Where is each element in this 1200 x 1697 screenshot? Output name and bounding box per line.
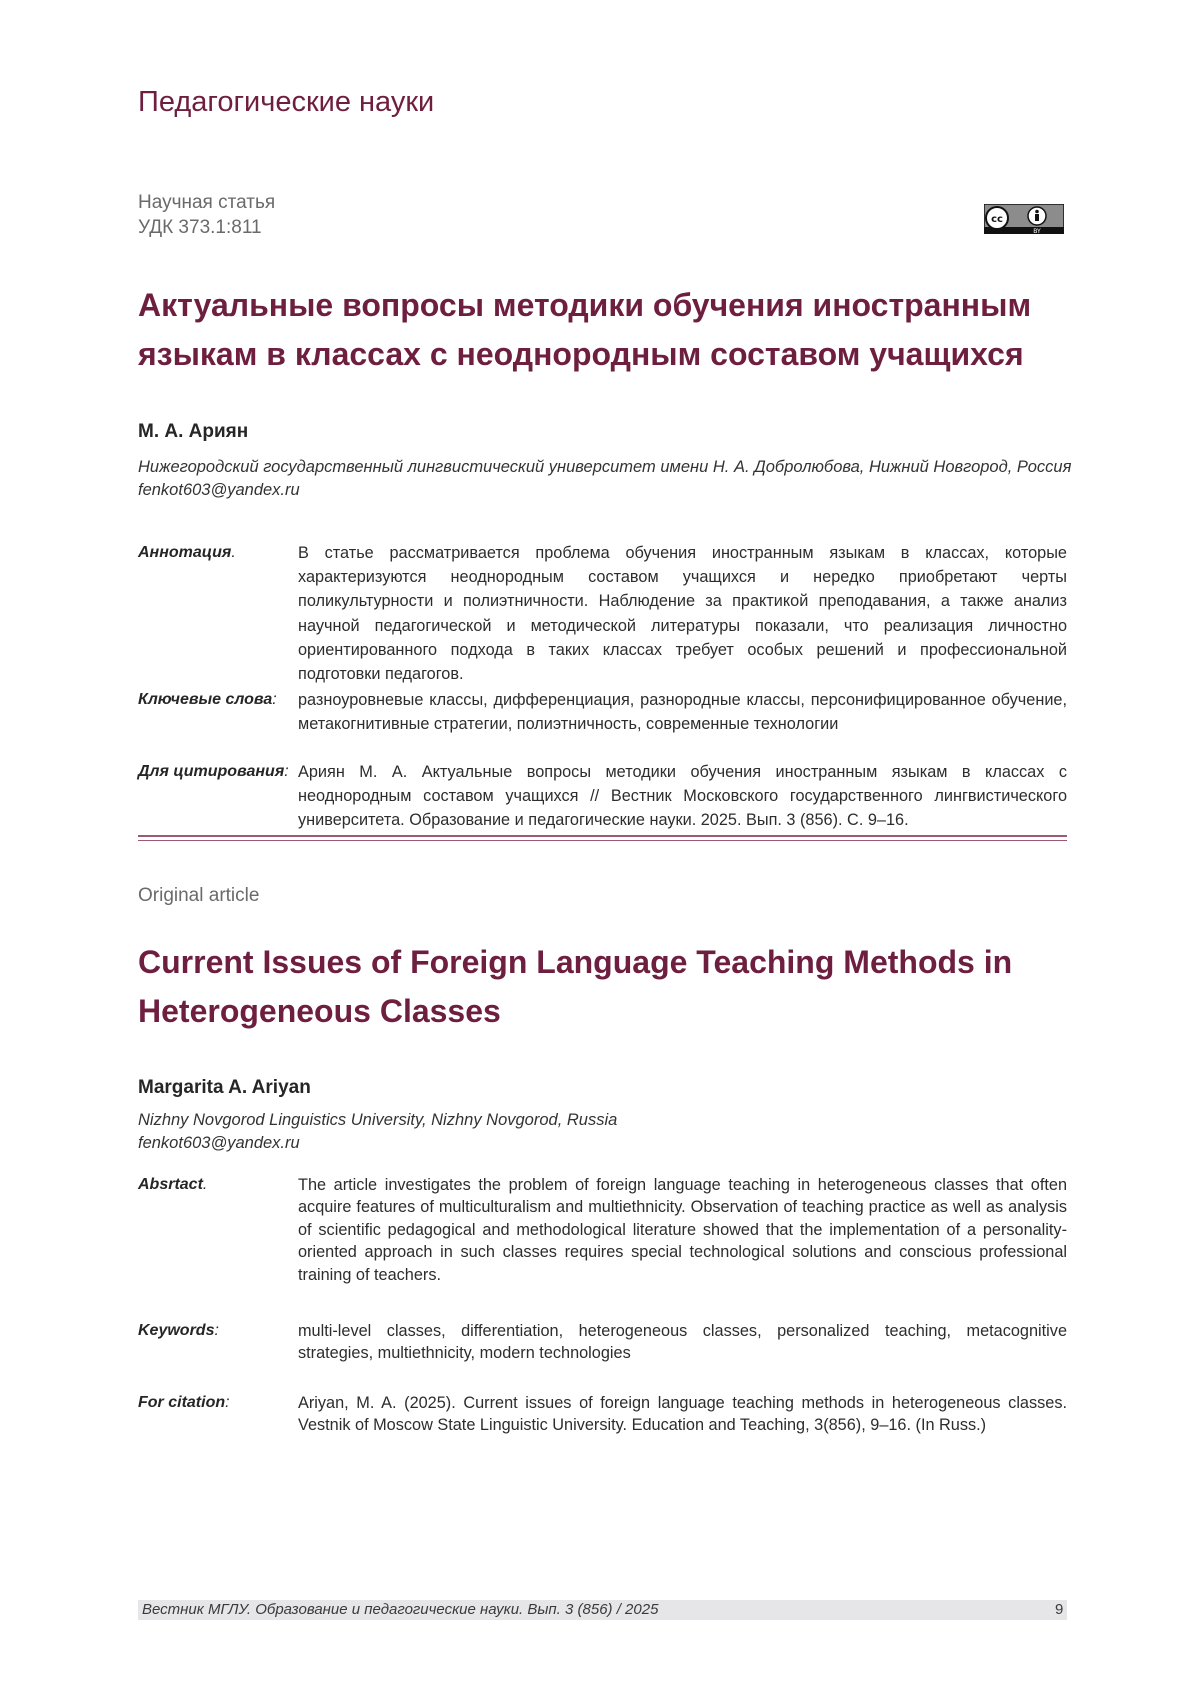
affiliation-en: Nizhny Novgorod Linguistics University, Nizhny Novgorod, Russia xyxy=(138,1111,618,1129)
article-type: Научная статья xyxy=(138,192,276,213)
divider-rule-secondary xyxy=(138,840,1067,841)
cc-glyph: cc xyxy=(991,214,1003,225)
keywords-label-en: Keywords: xyxy=(138,1322,219,1339)
abstract-label-en: Absrtact. xyxy=(138,1176,208,1193)
article-type-en: Original article xyxy=(138,885,260,906)
citation-text-en: Ariyan, M. A. (2025). Current issues of foreign language teaching methods in heterogeneous classes. Vestnik of Moscow State Linguistic University. Education and Teaching, 3(856), 9–16. (In Russ.) xyxy=(298,1394,1067,1435)
divider-rule xyxy=(138,835,1067,837)
abstract-label-ru: Аннотация. xyxy=(138,544,236,561)
by-label: BY xyxy=(1033,228,1041,234)
section-title: Педагогические науки xyxy=(138,86,435,118)
citation-text-ru: Ариян М. А. Актуальные вопросы методики обучения иностранным языкам в классах с неоднородным составом учащихся // Вестник Московского государственного лингвистического университета. Образование и педагогические науки. 2025. Вып. 3 (856). С. 9–16. xyxy=(298,763,1067,830)
affiliation-ru: Нижегородский государственный лингвистический университет имени Н. А. Добролюбова, Нижний Новгород, Россия xyxy=(138,458,1072,476)
cc-by-icon xyxy=(984,204,1064,234)
article-title-ru: Актуальные вопросы методики обучения иностранным языкам в классах с неоднородным составом учащихся xyxy=(138,287,1032,372)
abstract-text-en: The article investigates the problem of foreign language teaching in heterogeneous classes that often acquire features of multiculturalism and multiethnicity. Observation of teaching practice as well as analysis of scientific pedagogical and methodological literature showed that the implementation of a personality-oriented approach in such classes requires special technological solutions and conscious professional training of teachers. xyxy=(298,1176,1067,1284)
author-name-ru: М. А. Ариян xyxy=(138,421,249,442)
keywords-text-ru: разноуровневые классы, дифференциация, разнородные классы, персонифицированное обучение, метакогнитивные стратегии, полиэтничность, современные технологии xyxy=(298,691,1067,734)
abstract-text-ru: В статье рассматривается проблема обучения иностранным языкам в классах, которые характеризуются неоднородным составом учащихся и нередко приобретают черты поликультурности и полиэтничности. Наблюдение за практикой преподавания, а также анализ научной педагогической и методической литературы показали, что реализация личностно ориентированного подхода в таких классах требует особых решений и профессиональной подготовки педагогов. xyxy=(298,544,1067,684)
keywords-text-en: multi-level classes, differentiation, heterogeneous classes, personalized teaching, metacognitive strategies, multiethnicity, modern technologies xyxy=(298,1322,1067,1363)
keywords-label-ru: Ключевые слова: xyxy=(138,691,277,708)
udc-code: УДК 373.1:811 xyxy=(138,217,262,238)
citation-label-en: For citation: xyxy=(138,1394,230,1411)
email-ru[interactable]: fenkot603@yandex.ru xyxy=(138,481,300,499)
author-name-en: Margarita A. Ariyan xyxy=(138,1077,311,1098)
article-title-en: Current Issues of Foreign Language Teaching Methods in Heterogeneous Classes xyxy=(138,944,1013,1029)
email-en[interactable]: fenkot603@yandex.ru xyxy=(138,1134,300,1152)
page-number: 9 xyxy=(1055,1601,1064,1618)
footer-journal: Вестник МГЛУ. Образование и педагогические науки. Вып. 3 (856) / 2025 xyxy=(142,1601,659,1618)
citation-label-ru: Для цитирования: xyxy=(138,763,289,780)
